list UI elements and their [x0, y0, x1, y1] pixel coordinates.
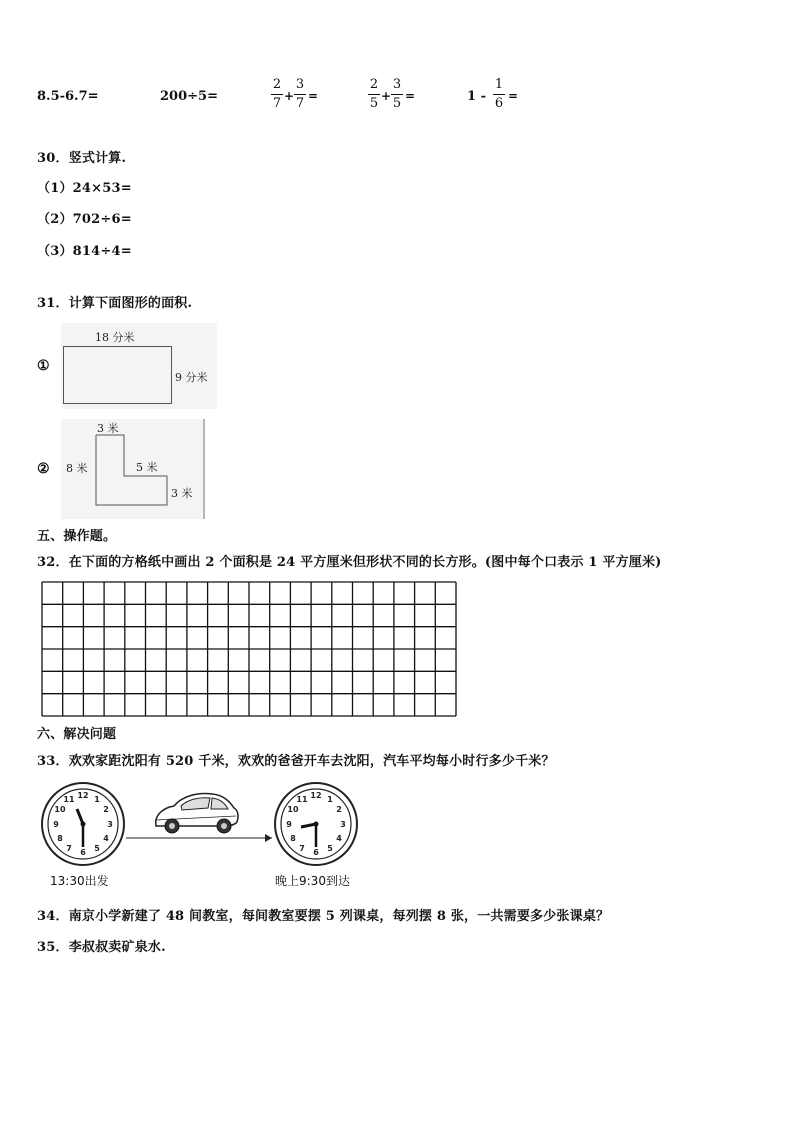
svg-text:12: 12	[310, 791, 322, 800]
fraction-2-7: 2 7	[272, 77, 282, 111]
question-32-title: 32．在下面的方格纸中画出 2 个面积是 24 平方厘米但形状不同的长方形。(图中每个口表示 1 平方厘米)	[37, 555, 662, 570]
equals-sign: =	[308, 89, 319, 103]
svg-text:9: 9	[53, 820, 59, 829]
svg-text:3: 3	[340, 820, 346, 829]
equals-sign: =	[405, 89, 416, 103]
fig2-top-label: 3 米	[97, 422, 119, 435]
fig1-top-label: 18 分米	[95, 331, 135, 344]
figure-2-marker: ②	[37, 461, 50, 477]
svg-text:7: 7	[299, 844, 305, 853]
question-31-title: 31．计算下面图形的面积.	[37, 296, 193, 311]
section-6-title: 六、解决问题	[37, 727, 117, 742]
svg-text:12: 12	[77, 791, 89, 800]
svg-text:2: 2	[103, 805, 109, 814]
svg-text:5: 5	[94, 844, 100, 853]
q30-item-3: （3）814÷4=	[37, 244, 132, 259]
fig2-left-label: 8 米	[66, 462, 88, 475]
plus-sign: +	[284, 89, 295, 103]
calc-division: 200÷5=	[160, 89, 218, 104]
clock-arrive-icon	[273, 781, 359, 867]
section-5-title: 五、操作题。	[37, 529, 117, 544]
fraction-3-5: 3 5	[392, 77, 402, 111]
fraction-1-6: 1 6	[494, 77, 504, 111]
figure-1-marker: ①	[37, 358, 50, 374]
fig2-right-label: 3 米	[171, 487, 193, 500]
car-icon	[126, 786, 276, 846]
plus-sign: +	[381, 89, 392, 103]
svg-text:9: 9	[286, 820, 292, 829]
svg-text:7: 7	[66, 844, 72, 853]
svg-text:1: 1	[94, 795, 100, 804]
question-33-title: 33．欢欢家距沈阳有 520 千米，欢欢的爸爸开车去沈阳，汽车平均每小时行多少千米？	[37, 754, 555, 769]
figure-2-l-shape	[61, 419, 205, 519]
svg-text:8: 8	[290, 834, 296, 843]
q30-item-1: （1）24×53=	[37, 181, 132, 196]
q30-item-2: （2）702÷6=	[37, 212, 132, 227]
svg-text:8: 8	[57, 834, 63, 843]
fig2-mid-label: 5 米	[136, 461, 158, 474]
svg-text:5: 5	[327, 844, 333, 853]
svg-text:6: 6	[80, 848, 86, 857]
svg-text:10: 10	[287, 805, 299, 814]
grid-paper[interactable]	[41, 581, 457, 717]
calc-decimal-subtraction: 8.5-6.7=	[37, 89, 99, 104]
svg-text:2: 2	[336, 805, 342, 814]
svg-text:11: 11	[296, 795, 308, 804]
svg-text:10: 10	[54, 805, 66, 814]
svg-text:4: 4	[336, 834, 342, 843]
fraction-3-7: 3 7	[295, 77, 305, 111]
fraction-2-5: 2 5	[369, 77, 379, 111]
fig1-side-label: 9 分米	[175, 371, 208, 384]
equals-sign: =	[508, 89, 519, 103]
question-34-title: 34．南京小学新建了 48 间教室，每间教室要摆 5 列课桌，每列摆 8 张，一共需要多少张课桌？	[37, 909, 610, 924]
question-30-title: 30．竖式计算.	[37, 151, 127, 166]
depart-time-label: 13:30出发	[50, 874, 109, 888]
svg-text:6: 6	[313, 848, 319, 857]
svg-text:3: 3	[107, 820, 113, 829]
figure-1-rectangle	[61, 323, 217, 409]
whole-minus: 1 -	[467, 89, 486, 104]
svg-text:1: 1	[327, 795, 333, 804]
svg-text:4: 4	[103, 834, 109, 843]
question-35-title: 35．李叔叔卖矿泉水.	[37, 940, 166, 955]
svg-text:11: 11	[63, 795, 75, 804]
rectangle-shape	[63, 346, 172, 404]
arrive-time-label: 晚上9:30到达	[275, 874, 350, 888]
clock-depart-icon	[40, 781, 126, 867]
